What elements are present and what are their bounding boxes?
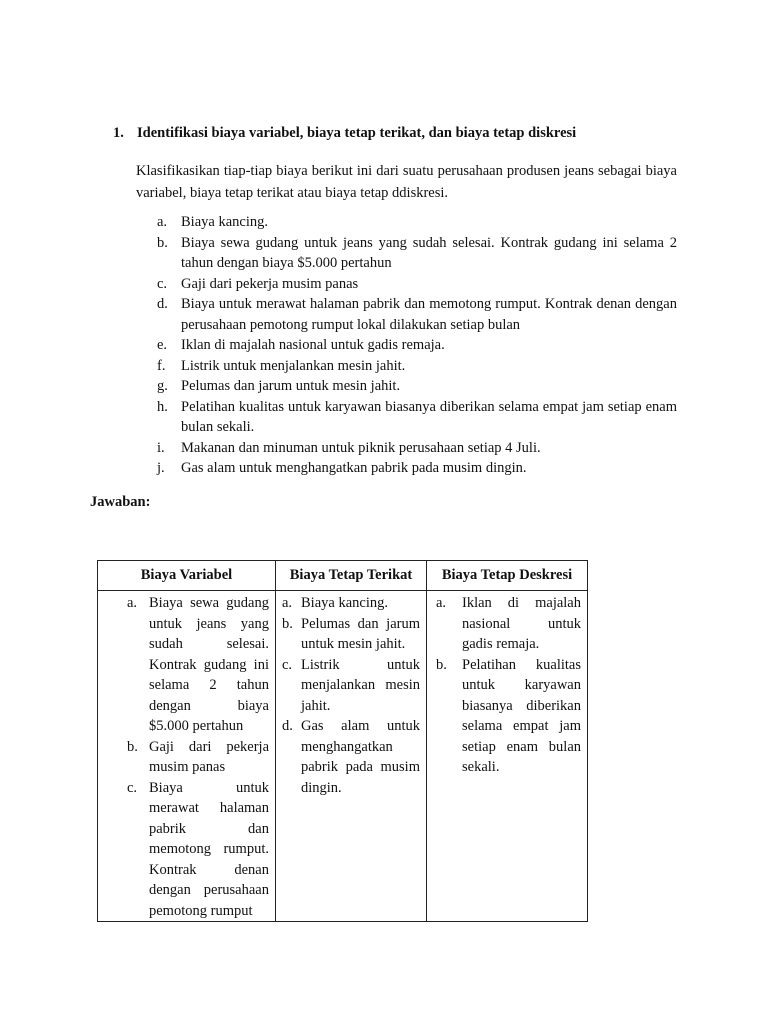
cell-list [427, 593, 587, 778]
list-item [136, 397, 677, 438]
item-letter: j. [157, 460, 165, 476]
item-text: Biaya sewa gudang untuk jeans yang sudah selesai. Kontrak gudang ini selama 2 tahun dengan biaya $5.000 pertahun [149, 595, 269, 734]
list-item [98, 593, 275, 737]
item-text: Biaya sewa gudang untuk jeans yang sudah selesai. Kontrak gudang ini selama 2 tahun dengan biaya $5.000 pertahun [181, 234, 677, 271]
item-text: Makanan dan minuman untuk piknik perusahaan setiap 4 Juli. [181, 439, 541, 456]
item-text: Pelumas dan jarum untuk mesin jahit. [181, 378, 401, 394]
answer-label: Jawaban: [90, 494, 151, 510]
list-item [136, 458, 677, 479]
list-item [136, 212, 677, 233]
table-row [98, 591, 588, 922]
item-letter: c. [127, 779, 138, 796]
item-text: Gaji dari pekerja musim panas [149, 738, 269, 775]
list-item [136, 335, 677, 356]
question-item-list [136, 212, 677, 479]
item-letter: d. [282, 718, 293, 734]
list-item [136, 233, 677, 274]
header-biaya-variabel: Biaya Variabel [98, 561, 276, 591]
item-text: Gaji dari pekerja musim panas [181, 275, 359, 292]
list-item [427, 655, 587, 778]
item-letter: b. [282, 615, 293, 632]
item-letter: f. [157, 357, 166, 374]
item-letter: a. [282, 595, 293, 611]
item-letter: b. [157, 234, 168, 251]
item-letter: c. [282, 656, 293, 673]
item-text: Listrik untuk menjalankan mesin jahit. [181, 357, 406, 374]
item-letter: a. [127, 595, 138, 611]
header-biaya-tetap-deskresi: Biaya Tetap Deskresi [427, 561, 588, 591]
item-text: Pelumas dan jarum untuk mesin jahit. [301, 615, 420, 652]
cell-list [276, 593, 426, 798]
cell-biaya-variabel [98, 591, 276, 922]
cell-biaya-tetap-deskresi [427, 591, 588, 922]
list-item [276, 593, 426, 614]
item-letter: c. [157, 275, 168, 292]
item-letter: g. [157, 378, 168, 394]
item-text: Pelatihan kualitas untuk karyawan biasanya diberikan selama empat jam setiap enam bulan sekali. [181, 398, 677, 435]
item-letter: b. [127, 738, 138, 755]
list-item [276, 716, 426, 798]
item-text: Iklan di majalah nasional untuk gadis remaja. [181, 337, 445, 353]
item-letter: h. [157, 398, 168, 415]
answer-table [97, 560, 588, 922]
question-intro: Klasifikasikan tiap-tiap biaya berikut ini dari suatu perusahaan produsen jeans sebagai biaya variabel, biaya tetap terikat atau biaya tetap ddiskresi. [136, 163, 677, 201]
item-text: Iklan di majalah nasional untuk gadis remaja. [462, 595, 581, 652]
list-item [136, 356, 677, 377]
item-text: Biaya untuk merawat halaman pabrik dan memotong rumput. Kontrak denan dengan perusahaan pemotong rumput lokal dilakukan setiap bulan [181, 296, 677, 333]
item-text: Pelatihan kualitas untuk karyawan biasanya diberikan selama empat jam setiap enam bulan sekali. [462, 656, 581, 775]
item-letter: i. [157, 439, 165, 456]
question-number: 1. [113, 125, 124, 141]
list-item [136, 294, 677, 335]
list-item [427, 593, 587, 655]
list-item [136, 376, 677, 397]
list-item [136, 438, 677, 459]
item-text: Biaya kancing. [181, 214, 268, 230]
question-heading [113, 125, 713, 142]
item-letter: e. [157, 337, 168, 353]
list-item [276, 655, 426, 717]
table-header-row [98, 561, 588, 591]
item-text: Listrik untuk menjalankan mesin jahit. [301, 656, 420, 714]
header-biaya-tetap-terikat: Biaya Tetap Terikat [276, 561, 427, 591]
item-letter: a. [157, 214, 168, 230]
item-text: Biaya untuk merawat halaman pabrik dan memotong rumput. Kontrak denan dengan perusahaan pemotong rumput [149, 779, 269, 919]
item-letter: b. [436, 656, 447, 673]
item-text: Gas alam untuk menghangatkan pabrik pada musim dingin. [181, 460, 527, 476]
cell-list [98, 593, 275, 921]
item-letter: a. [436, 595, 447, 611]
item-text: Gas alam untuk menghangatkan pabrik pada musim dingin. [301, 718, 420, 796]
cell-biaya-tetap-terikat [276, 591, 427, 922]
list-item [136, 274, 677, 295]
list-item [98, 737, 275, 778]
item-text: Biaya kancing. [301, 595, 388, 611]
list-item [276, 614, 426, 655]
item-letter: d. [157, 296, 168, 312]
list-item [98, 778, 275, 922]
question-title: Identifikasi biaya variabel, biaya tetap terikat, dan biaya tetap diskresi [137, 125, 577, 141]
